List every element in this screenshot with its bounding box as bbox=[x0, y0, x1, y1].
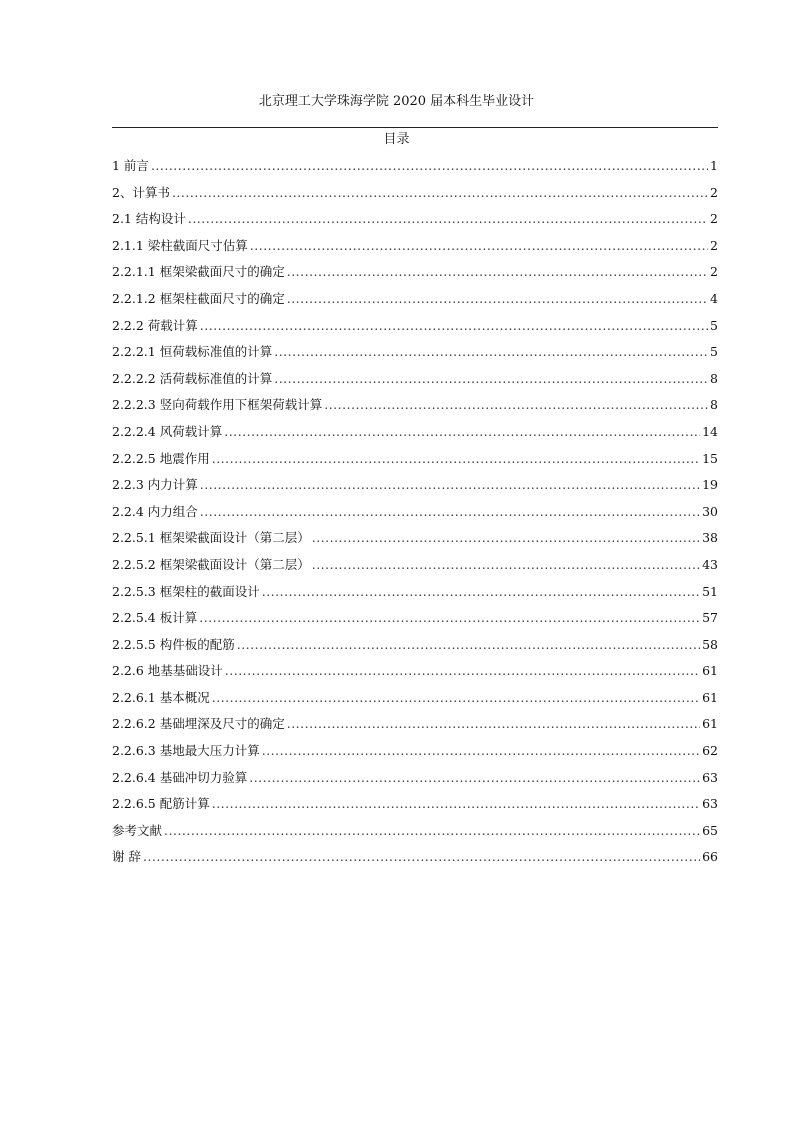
toc-entry-label: 2.2.5.2 框架梁截面设计（第二层） bbox=[112, 556, 310, 572]
toc-entry-label: 2.2.5.4 板计算 bbox=[112, 610, 198, 626]
toc-entry[interactable] bbox=[112, 583, 718, 610]
toc-dot-leader bbox=[312, 556, 700, 574]
toc-entry-page-number: 8 bbox=[710, 397, 718, 413]
toc-dot-leader bbox=[274, 370, 708, 388]
toc-dot-leader bbox=[250, 237, 708, 255]
toc-dot-leader bbox=[200, 503, 700, 521]
toc-dot-leader bbox=[287, 290, 708, 308]
toc-dot-leader bbox=[151, 157, 708, 175]
toc-entry-label: 2.2.5.3 框架柱的截面设计 bbox=[112, 583, 260, 599]
toc-dot-leader bbox=[143, 848, 700, 866]
toc-title: 目录 bbox=[383, 132, 410, 147]
toc-entry-label: 2.2.6.5 配筋计算 bbox=[112, 796, 210, 812]
toc-entry-label: 参考文献 bbox=[112, 822, 163, 838]
toc-entry-page-number: 38 bbox=[702, 530, 718, 546]
toc-entry[interactable] bbox=[112, 423, 718, 450]
table-of-contents bbox=[112, 157, 718, 875]
toc-dot-leader bbox=[200, 476, 700, 494]
toc-dot-leader bbox=[287, 715, 700, 733]
toc-entry-label: 2.2.5.1 框架梁截面设计（第二层） bbox=[112, 530, 310, 546]
toc-entry[interactable] bbox=[112, 157, 718, 184]
toc-dot-leader bbox=[262, 583, 700, 601]
toc-entry-label: 2.2.2 荷载计算 bbox=[112, 317, 198, 333]
toc-dot-leader bbox=[212, 795, 700, 813]
toc-entry-label: 2.2.6.2 基础埋深及尺寸的确定 bbox=[112, 716, 285, 732]
toc-entry[interactable] bbox=[112, 370, 718, 397]
toc-entry-page-number: 14 bbox=[702, 423, 718, 439]
toc-entry-page-number: 62 bbox=[702, 743, 718, 759]
toc-entry-page-number: 4 bbox=[710, 290, 718, 306]
toc-dot-leader bbox=[199, 609, 700, 627]
toc-entry[interactable] bbox=[112, 503, 718, 530]
toc-entry[interactable] bbox=[112, 715, 718, 742]
toc-entry-page-number: 19 bbox=[702, 477, 718, 493]
toc-entry-page-number: 57 bbox=[702, 610, 718, 626]
toc-entry-label: 2.2.2.1 恒荷载标准值的计算 bbox=[112, 344, 273, 360]
toc-entry-label: 2.2.2.4 风荷载计算 bbox=[112, 423, 223, 439]
toc-entry[interactable] bbox=[112, 609, 718, 636]
toc-entry-page-number: 2 bbox=[710, 237, 718, 253]
toc-entry-page-number: 61 bbox=[702, 663, 718, 679]
toc-dot-leader bbox=[274, 343, 708, 361]
toc-entry-label: 1 前言 bbox=[112, 158, 149, 173]
toc-entry-label: 2.2.5.5 构件板的配筋 bbox=[112, 636, 235, 652]
toc-entry-label: 谢 辞 bbox=[112, 849, 141, 865]
toc-entry-label: 2.2.4 内力组合 bbox=[112, 503, 198, 519]
toc-entry-page-number: 5 bbox=[710, 317, 718, 333]
toc-entry-page-number: 30 bbox=[702, 503, 718, 519]
toc-entry-page-number: 66 bbox=[702, 849, 718, 865]
toc-entry[interactable] bbox=[112, 343, 718, 370]
toc-entry[interactable] bbox=[112, 556, 718, 583]
toc-dot-leader bbox=[200, 317, 708, 335]
toc-entry[interactable] bbox=[112, 210, 718, 237]
toc-entry[interactable] bbox=[112, 795, 718, 822]
toc-entry-page-number: 1 bbox=[710, 158, 718, 173]
toc-entry-label: 2.2.6 地基基础设计 bbox=[112, 663, 223, 679]
toc-dot-leader bbox=[172, 184, 708, 202]
toc-dot-leader bbox=[287, 263, 708, 281]
toc-entry[interactable] bbox=[112, 290, 718, 317]
toc-entry[interactable] bbox=[112, 742, 718, 769]
toc-dot-leader bbox=[224, 423, 700, 441]
toc-entry-page-number: 2 bbox=[710, 264, 718, 280]
toc-entry[interactable] bbox=[112, 476, 718, 503]
toc-entry-page-number: 63 bbox=[702, 769, 718, 785]
toc-entry-page-number: 43 bbox=[702, 556, 718, 572]
toc-entry[interactable] bbox=[112, 317, 718, 344]
toc-entry-page-number: 8 bbox=[710, 370, 718, 386]
toc-entry-label: 2.2.6.3 基地最大压力计算 bbox=[112, 743, 260, 759]
toc-entry-page-number: 65 bbox=[702, 822, 718, 838]
toc-dot-leader bbox=[212, 689, 700, 707]
toc-entry-label: 2.1 结构设计 bbox=[112, 211, 186, 227]
toc-dot-leader bbox=[312, 529, 700, 547]
header-divider bbox=[112, 127, 718, 128]
toc-dot-leader bbox=[212, 450, 700, 468]
toc-dot-leader bbox=[262, 742, 700, 760]
toc-dot-leader bbox=[324, 396, 708, 414]
toc-entry-page-number: 15 bbox=[702, 450, 718, 466]
toc-entry-page-number: 61 bbox=[702, 689, 718, 705]
toc-entry-label: 2.2.2.2 活荷载标准值的计算 bbox=[112, 370, 273, 386]
toc-entry-label: 2.2.6.4 基础冲切力验算 bbox=[112, 769, 248, 785]
toc-entry-page-number: 51 bbox=[702, 583, 718, 599]
toc-entry[interactable] bbox=[112, 822, 718, 849]
toc-entry-page-number: 2 bbox=[710, 211, 718, 227]
toc-entry[interactable] bbox=[112, 263, 718, 290]
toc-dot-leader bbox=[188, 210, 708, 228]
toc-dot-leader bbox=[237, 636, 700, 654]
toc-entry-page-number: 2 bbox=[710, 184, 718, 200]
page-header: 北京理工大学珠海学院 2020 届本科生毕业设计 bbox=[258, 94, 535, 109]
toc-entry-page-number: 63 bbox=[702, 796, 718, 812]
toc-entry[interactable] bbox=[112, 529, 718, 556]
toc-entry-page-number: 61 bbox=[702, 716, 718, 732]
toc-entry[interactable] bbox=[112, 848, 718, 875]
toc-entry[interactable] bbox=[112, 662, 718, 689]
toc-entry[interactable] bbox=[112, 689, 718, 716]
toc-entry-label: 2.2.2.5 地震作用 bbox=[112, 450, 210, 466]
toc-entry-label: 2.1.1 梁柱截面尺寸估算 bbox=[112, 237, 248, 253]
toc-entry-label: 2.2.6.1 基本概况 bbox=[112, 689, 210, 705]
toc-entry[interactable] bbox=[112, 396, 718, 423]
toc-entry[interactable] bbox=[112, 184, 718, 211]
toc-entry[interactable] bbox=[112, 237, 718, 264]
toc-entry[interactable] bbox=[112, 636, 718, 663]
toc-entry-page-number: 5 bbox=[710, 344, 718, 360]
toc-entry[interactable] bbox=[112, 769, 718, 796]
toc-entry-page-number: 58 bbox=[702, 636, 718, 652]
toc-dot-leader bbox=[225, 662, 700, 680]
toc-dot-leader bbox=[164, 822, 700, 840]
toc-entry-label: 2.2.1.2 框架柱截面尺寸的确定 bbox=[112, 290, 285, 306]
toc-entry-label: 2.2.2.3 竖向荷载作用下框架荷载计算 bbox=[112, 397, 323, 413]
toc-entry-label: 2、计算书 bbox=[112, 184, 170, 200]
toc-entry-label: 2.2.3 内力计算 bbox=[112, 477, 198, 493]
toc-dot-leader bbox=[249, 769, 700, 787]
toc-entry[interactable] bbox=[112, 450, 718, 477]
toc-entry-label: 2.2.1.1 框架梁截面尺寸的确定 bbox=[112, 264, 285, 280]
